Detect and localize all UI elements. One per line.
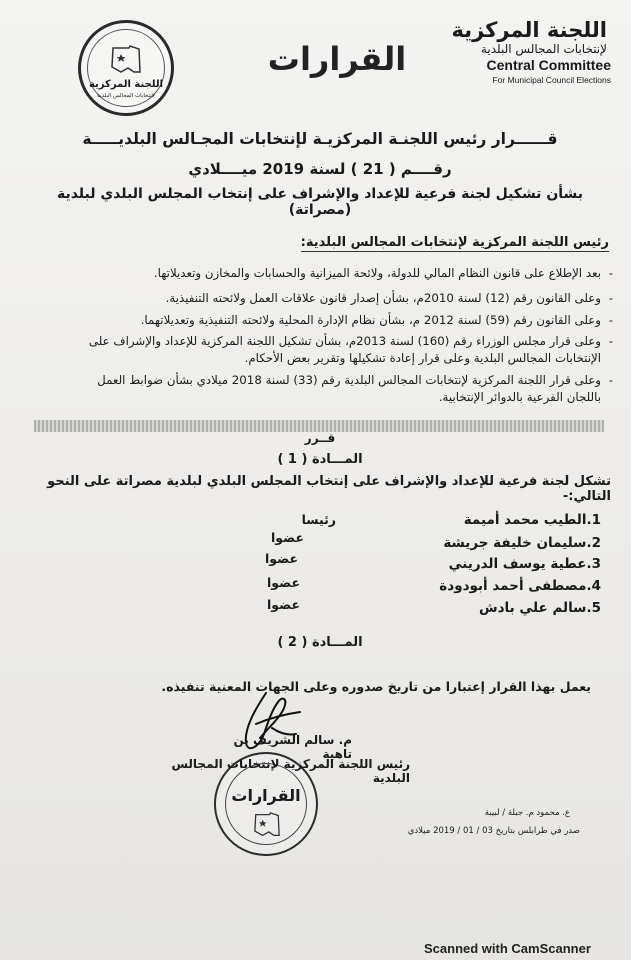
member-name: 4.مصطفى أحمد أبودودة — [439, 578, 601, 594]
preamble-item — [61, 290, 613, 307]
bullet-marker: - — [608, 266, 613, 280]
preamble-item — [61, 265, 613, 282]
member-name: 3.عطية يوسف الدريني — [448, 556, 601, 572]
member-role: عضوا — [267, 597, 300, 612]
member-name: 2.سليمان خليفة جريشة — [443, 535, 601, 551]
preamble-text: وعلى قرار مجلس الوزراء رقم (160) لسنة 2013م، بشأن تشكيل اللجنة المركزية للإعداد والإشراف على الإنتخابات المجالس البلدية وعلى قرار إعادة تشكيلها وتقرير بعض الأحكام. — [88, 334, 601, 365]
issue-date-note: صدر في طرابلس بتاريخ 03 / 01 / 2019 ميلادي — [407, 826, 580, 836]
decision-subject: بشأن تشكيل لجنة فرعية للإعداد والإشراف على إنتخاب المجلس البلدي لبلدية (مصراتة) — [56, 186, 584, 218]
bullet-marker: - — [608, 291, 613, 305]
article-2-text: يعمل بهذا القرار إعتبارا من تاريخ صدوره وعلى الجهات المعنية تنفيذه. — [161, 679, 591, 694]
scanner-watermark: Scanned with CamScanner — [424, 941, 591, 956]
article-2-heading: المـــادة ( 2 ) — [277, 635, 363, 650]
preamble-item — [61, 372, 613, 406]
member-name: 1.الطيب محمد أميمة — [463, 512, 601, 528]
stamp-text: القرارات — [231, 786, 301, 805]
member-name: 5.سالم علي بادش — [478, 600, 601, 616]
preamble-text: وعلى القانون رقم (59) لسنة 2012 م، بشأن نظام الإدارة المحلية ولائحته التنفيذية وتعديلاتهما. — [140, 313, 601, 327]
member-role: رئيسا — [301, 512, 336, 527]
org-title-arabic: اللجنة المركزية — [451, 18, 607, 42]
article-1-text: تشكل لجنة فرعية للإعداد والإشراف على إنتخاب المجلس البلدي لبلدية مصراتة على النحو التالي:- — [47, 474, 611, 504]
page-title: القرارات — [267, 40, 407, 78]
signatory-title: رئيس اللجنة المركزية لإنتخابات المجالس البلدية — [171, 757, 410, 785]
preamble-item — [61, 333, 613, 367]
logo-name: اللجنة المركزية — [88, 79, 164, 90]
decree-heading: قــرر — [304, 431, 336, 445]
member-role: عضوا — [271, 530, 304, 545]
preamble-item — [61, 312, 613, 329]
preamble-text: وعلى القانون رقم (12) لسنة 2010م، بشأن إصدار قانون علاقات العمل ولائحته التنفيذية. — [165, 291, 601, 305]
article-1-heading: المـــادة ( 1 ) — [277, 452, 363, 467]
org-subtitle-english: For Municipal Council Elections — [492, 75, 611, 85]
org-subtitle-arabic: لإنتخابات المجالس البلدية — [480, 42, 607, 56]
logo-subtitle: لانتخابات المجالس البلدية — [97, 93, 155, 99]
libya-map-icon — [109, 45, 143, 75]
signatory-name: م. سالم الشريف بن تاهية — [233, 733, 352, 761]
addressee: رئيس اللجنة المركزية لإنتخابات المجالس البلدية: — [300, 235, 609, 250]
copy-note: ع. محمود م. جبلة / لبيبة — [484, 808, 570, 818]
decision-title: قــــــرار رئيس اللجنـة المركزيـة لإنتخابات المجـالس البلديـــــة — [82, 130, 558, 148]
bullet-marker: - — [608, 334, 613, 348]
bullet-marker: - — [608, 373, 613, 387]
libya-map-icon — [252, 812, 282, 838]
bullet-marker: - — [608, 313, 613, 327]
preamble-text: بعد الإطلاع على قانون النظام المالي للدولة، ولائحة الميزانية والحسابات والمخازن وتعديلاتها. — [153, 266, 601, 280]
member-role: عضوا — [265, 551, 298, 566]
org-title-english: Central Committee — [486, 57, 611, 73]
committee-logo — [78, 20, 174, 116]
preamble-text: وعلى قرار اللجنة المركزية لإنتخابات المجالس البلدية رقم (33) لسنة 2018 ميلادي بشأن ضوابط العمل باللجان الفرعية بالدوائر الإنتخابية. — [97, 373, 601, 404]
decision-number: رقــــم ( 21 ) لسنة 2019 ميــــلادي — [188, 160, 452, 178]
member-role: عضوا — [267, 575, 300, 590]
